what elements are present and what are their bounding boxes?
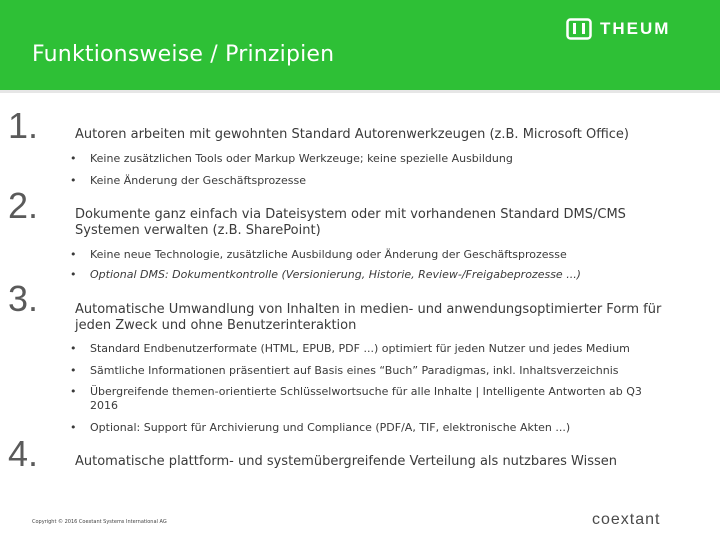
bullet-marker: • — [70, 364, 77, 377]
bullet-text: Keine Änderung der Geschäftsprozesse — [90, 174, 306, 187]
bullet-marker: • — [70, 342, 77, 355]
header-divider — [0, 90, 720, 93]
slide-title: Funktionsweise / Prinzipien — [32, 42, 335, 67]
bullet-marker: • — [70, 421, 77, 434]
item-number: 4. — [8, 433, 39, 474]
brand-name: THEUM — [600, 19, 671, 38]
bullet-marker: • — [70, 385, 77, 398]
brand-logo — [566, 18, 698, 40]
item-text: Autoren arbeiten mit gewohnten Standard Autorenwerkzeugen (z.B. Microsoft Office) — [75, 127, 629, 142]
bullet-marker: • — [70, 248, 77, 261]
bullet-marker: • — [70, 152, 77, 165]
item-number: 3. — [8, 278, 39, 319]
bullet-text: Übergreifende themen-orientierte Schlüsselwortsuche für alle Inhalte | Intelligente Antworten ab Q3 2016 — [90, 385, 642, 412]
bullet-text: Standard Endbenutzerformate (HTML, EPUB, PDF ...) optimiert für jeden Nutzer und jedes Medium — [90, 342, 630, 355]
item-text: Automatische plattform- und systemübergreifende Verteilung als nutzbares Wissen — [75, 454, 617, 469]
bullet-text: Optional: Support für Archivierung und Compliance (PDF/A, TIF, elektronische Akten ...) — [90, 421, 571, 434]
bullet-text: Keine neue Technologie, zusätzliche Ausbildung oder Änderung der Geschäftsprozesse — [90, 248, 567, 261]
bullet-marker: • — [70, 174, 77, 187]
bullet-text: Sämtliche Informationen präsentiert auf Basis eines “Buch” Paradigmas, inkl. Inhaltsverzeichnis — [90, 364, 619, 377]
item-number: 1. — [8, 105, 39, 146]
bullet-text: Optional DMS: Dokumentkontrolle (Versionierung, Historie, Review-/Freigabeprozesse ...) — [90, 268, 581, 281]
item-text: Automatische Umwandlung von Inhalten in medien- und anwendungsoptimierter Form für jeden Zweck und ohne Benutzerinteraktion — [75, 302, 662, 333]
footer-logo: coextant — [592, 511, 661, 528]
copyright-notice: Copyright © 2016 Coextant Systems International AG — [32, 519, 167, 525]
bullet-marker: • — [70, 268, 77, 281]
bullet-text: Keine zusätzlichen Tools oder Markup Werkzeuge; keine spezielle Ausbildung — [90, 152, 513, 165]
item-text: Dokumente ganz einfach via Dateisystem oder mit vorhandenen Standard DMS/CMS Systemen verwalten (z.B. SharePoint) — [75, 207, 626, 238]
item-number: 2. — [8, 185, 39, 226]
brand-logo-icon — [566, 18, 592, 40]
